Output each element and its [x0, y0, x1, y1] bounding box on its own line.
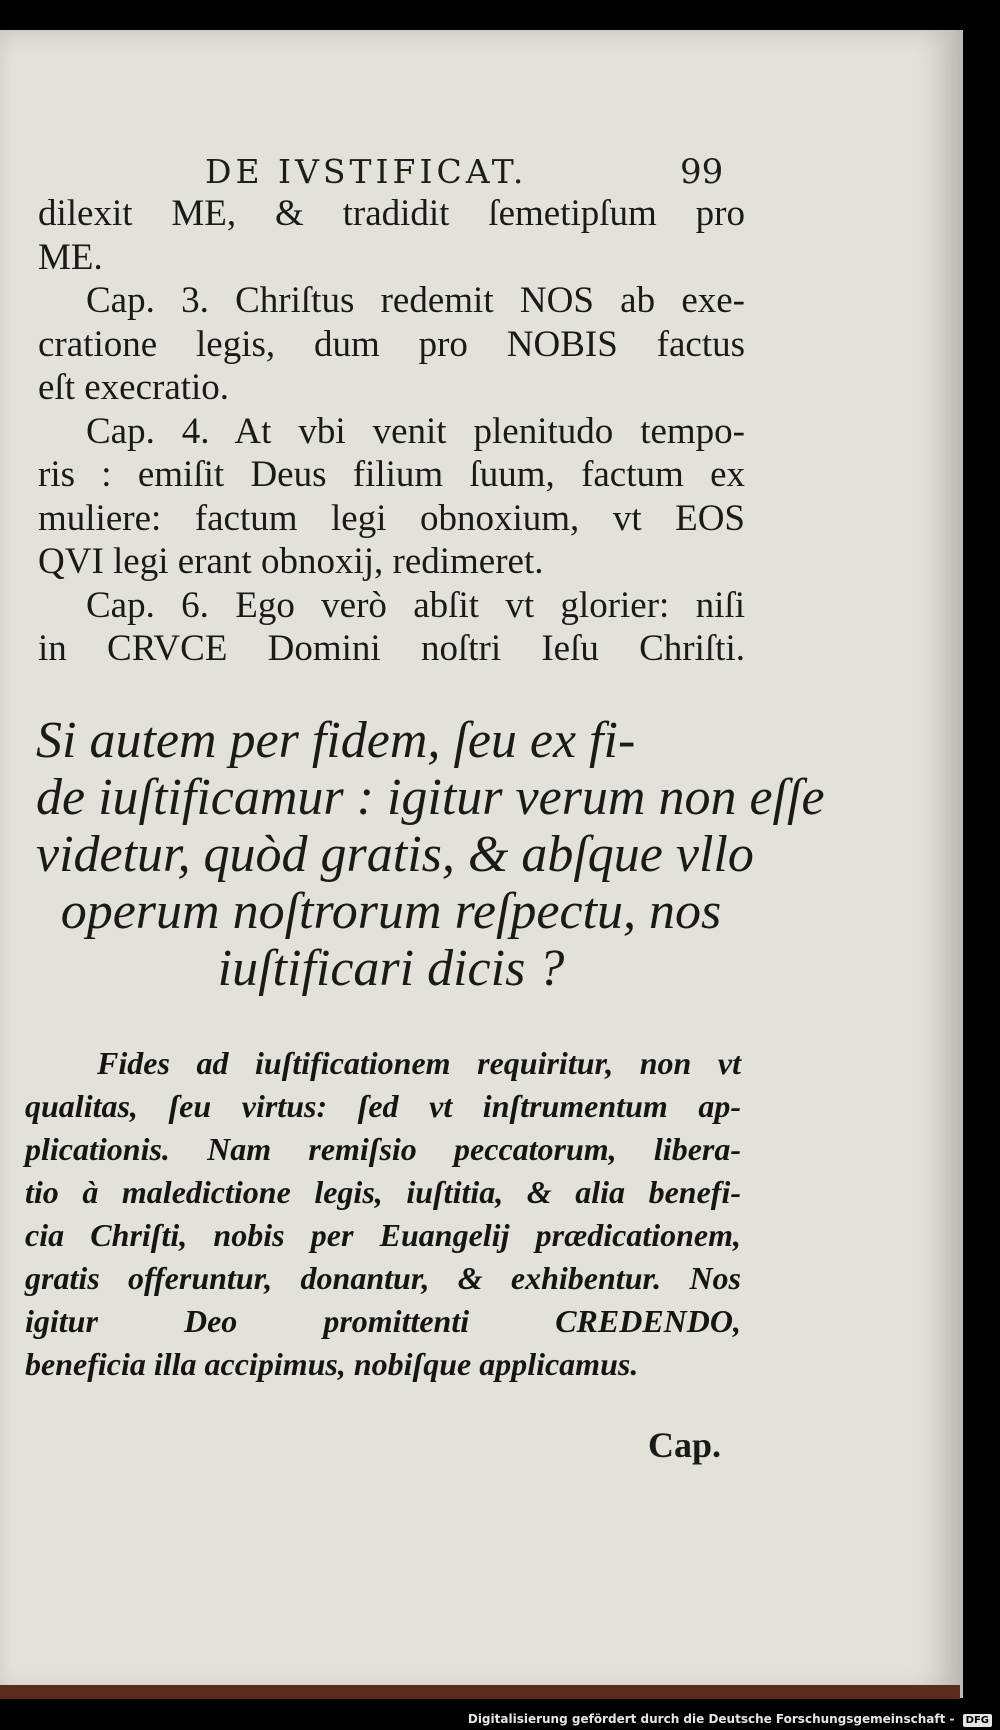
verse-cap4-line: ris : emiſit Deus filium ſuum, factum ex — [38, 454, 745, 495]
answer-line: qualitas, ſeu virtus: ſed vt inſtrumentum ap- — [25, 1088, 741, 1124]
digitization-credit-text: Digitalisierung gefördert durch die Deutsche Forschungsgemeinschaft - — [467, 1712, 955, 1726]
verse-cap3-line: cratione legis, dum pro NOBIS factus — [38, 323, 745, 365]
answer-line: cia Chriſti, nobis per Euangelij prædicationem, — [25, 1217, 741, 1253]
answer-line: Fides ad iuſtificationem requiritur, non vt — [97, 1045, 741, 1081]
catchword: Cap. — [648, 1425, 722, 1465]
question-heading — [36, 712, 825, 997]
answer-line: plicationis. Nam remiſsio peccatorum, libera- — [25, 1131, 741, 1167]
answer-paragraph — [25, 1042, 741, 1386]
verse-cap4-line: Cap. 4. At vbi venit plenitudo tempo- — [86, 410, 745, 452]
verse-cap4-line: QVI legi erant obnoxij, redimeret. — [38, 541, 544, 582]
page-bottom-edge — [0, 1685, 960, 1699]
question-line: de iuſtificamur : igitur verum non eſſe — [36, 769, 825, 826]
answer-line: beneficia illa accipimus, nobiſque applicamus. — [25, 1346, 639, 1382]
verse-cap4-line: muliere: factum legi obnoxium, vt EOS — [38, 497, 745, 539]
dfg-logo-icon: DFG — [963, 1714, 992, 1727]
verse-cap3-line: eſt execratio. — [38, 367, 230, 408]
book-page — [0, 30, 957, 1698]
digitization-credit — [468, 1712, 992, 1727]
answer-line: igitur Deo promittenti CREDENDO, — [25, 1303, 741, 1339]
answer-line: gratis offeruntur, donantur, & exhibentur. Nos — [25, 1260, 741, 1296]
question-line: operum noſtrorum reſpectu, nos — [60, 883, 722, 940]
verse-cap6-line: in CRVCE Domini noſtri Ieſu Chriſti. — [38, 628, 745, 669]
question-line: iuſtificari dicis ? — [217, 940, 565, 997]
page-number: 99 — [680, 152, 724, 192]
continuation-line: ME. — [38, 236, 103, 278]
scripture-block — [38, 192, 745, 671]
question-line: Si autem per fidem, ſeu ex fi- — [36, 712, 636, 769]
verse-cap6-line: Cap. 6. Ego verò abſit vt glorier: niſi — [86, 584, 745, 626]
continuation-line: dilexit ME, & tradidit ſemetipſum pro — [38, 193, 745, 234]
verse-cap3-line: Cap. 3. Chriſtus redemit NOS ab exe- — [86, 280, 745, 321]
running-head: DE IVSTIFICAT. — [205, 152, 528, 191]
page-edge — [957, 30, 963, 1698]
question-line: videtur, quòd gratis, & abſque vllo — [36, 826, 754, 883]
answer-line: tio à maledictione legis, iuſtitia, & alia benefi- — [25, 1174, 741, 1210]
